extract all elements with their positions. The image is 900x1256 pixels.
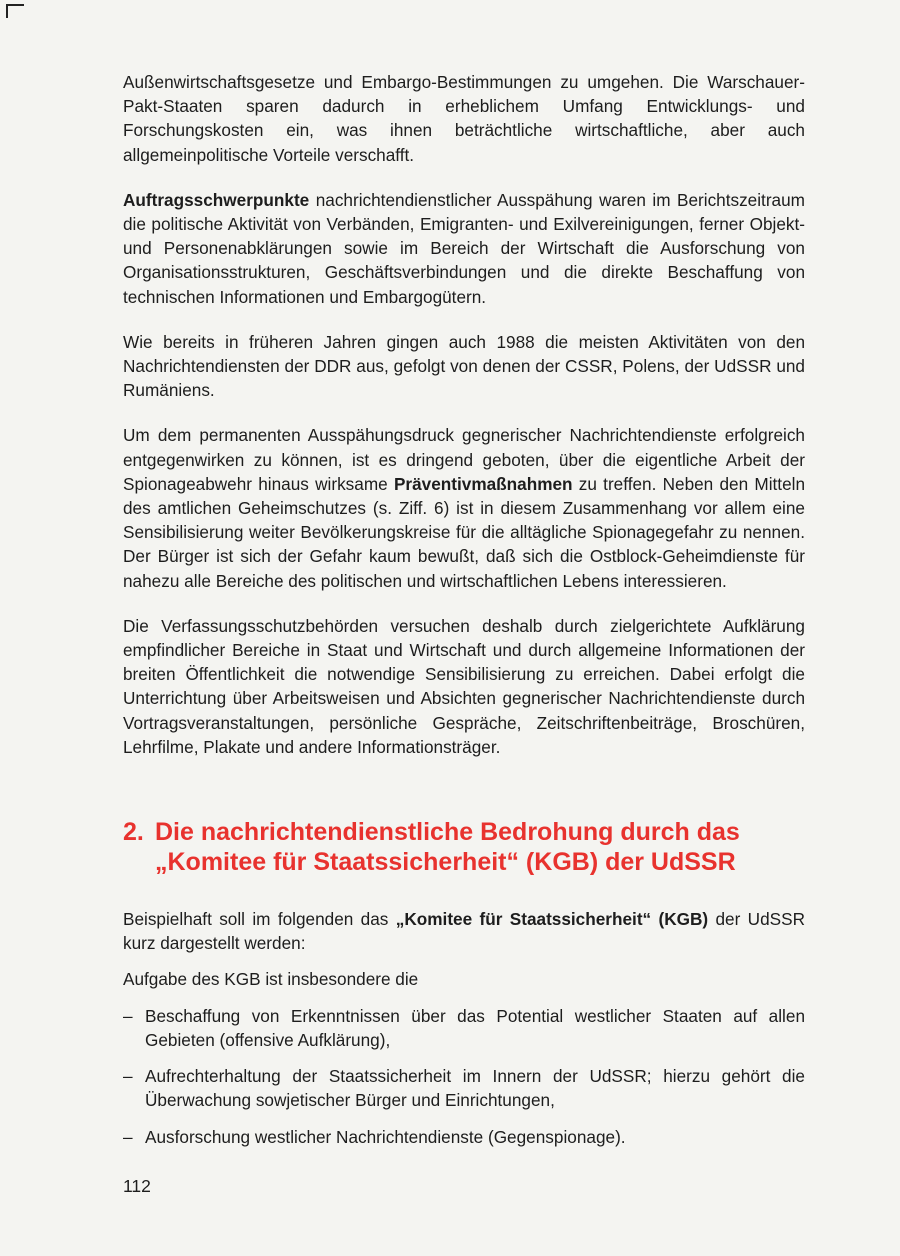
list-item-text: Ausforschung westlicher Nachrichtendienste (Gegenspionage). (145, 1126, 626, 1147)
paragraph-text: Außenwirtschaftsgesetze und Embargo-Bestimmungen zu umgehen. Die Warschauer-Pakt-Staaten sparen dadurch in erheblichem Umfang Entwicklungs- und Forschungskosten ein, was ihnen beträchtliche wirtschaftliche, aber auch allgemeinpolitische Vorteile verschafft. (123, 72, 805, 165)
list-item (123, 1064, 805, 1112)
crop-mark (6, 4, 24, 18)
list-item (123, 1004, 805, 1052)
paragraph-text: Wie bereits in früheren Jahren gingen auch 1988 die meisten Aktivitäten von den Nachrichtendiensten der DDR aus, gefolgt von denen der CSSR, Polens, der UdSSR und Rumäniens. (123, 331, 805, 401)
paragraph-kgb-intro (123, 907, 805, 955)
section-title-line-1: Die nachrichtendienstliche Bedrohung durch das (155, 818, 740, 847)
paragraph-activity-sources (123, 330, 805, 403)
paragraph-awareness (123, 614, 805, 759)
keyword-auftragsschwerpunkte: Auftragsschwerpunkte (123, 189, 310, 210)
list-item (123, 1125, 805, 1149)
paragraph-text: Um dem permanenten Ausspähungsdruck gegnerischer Nachrichtendienste erfolgreich entgegenwirken zu können, ist es dringend geboten, über die eigentliche Arbeit der Spionageabwehr hinaus wirksame (123, 425, 805, 494)
paragraph-kgb-tasks-lead: Aufgabe des KGB ist insbesondere die (123, 969, 419, 990)
keyword-praeventivmassnahmen: Präventivmaßnahmen (393, 473, 573, 494)
paragraph-text: zu treffen. Neben den Mitteln des amtlichen Geheimschutzes (s. Ziff. 6) ist in diesem Zusammenhang vor allem eine Sensibilisierung weiter Bevölkerungskreise für die alltägliche Spionagegefahr zu nennen. Der Bürger ist sich der Gefahr kaum bewußt, daß sich die Ostblock-Geheimdienste für nahezu alle Bereiche des politischen und wirtschaftlichen Lebens interessieren. (123, 473, 806, 591)
paragraph-text: nachrichtendienstlicher Ausspähung waren im Berichtszeitraum die politische Aktivität von Verbänden, Emigranten- und Exilvereinigungen, ferner Objekt- und Personenabklärungen sowie im Bereich der Wirtschaft die Ausforschung von Organisationsstrukturen, Geschäftsverbindungen und die direkte Beschaffung von technischen Informationen und Embargogütern. (123, 189, 805, 307)
page-number: 112 (123, 1176, 151, 1196)
paragraph-export-laws (123, 70, 805, 167)
paragraph-text: Beispielhaft soll im folgenden das (123, 909, 396, 930)
page-body (123, 70, 805, 1161)
paragraph-text: Die Verfassungsschutzbehörden versuchen deshalb durch zielgerichtete Aufklärung empfindlicher Bereiche in Staat und Wirtschaft und durch allgemeine Informationen der breiten Öffentlichkeit die notwendige Sensibilisierung zu erreichen. Dabei erfolgt die Unterrichtung über Arbeitsweisen und Absichten gegnerischer Nachrichtendienste durch Vortragsveranstaltungen, persönliche Gespräche, Zeitschriftenbeiträge, Broschüren, Lehrfilme, Plakate und andere Informationsträger. (123, 615, 805, 757)
list-dash: – (123, 1066, 133, 1087)
kgb-task-list (123, 1004, 805, 1149)
section-title-line-2: „Komitee für Staatssicherheit“ (KGB) der UdSSR (155, 848, 736, 877)
section-number: 2. (123, 818, 144, 847)
paragraph-prevention (123, 423, 805, 592)
list-item-text: Beschaffung von Erkenntnissen über das Potential westlicher Staaten auf allen Gebieten (offensive Aufklärung), (145, 1005, 805, 1050)
list-dash: – (123, 1005, 133, 1026)
section-heading (123, 817, 805, 877)
list-item-text: Aufrechterhaltung der Staatssicherheit im Innern der UdSSR; hierzu gehört die Überwachung sowjetischer Bürger und Einrichtungen, (145, 1066, 805, 1111)
paragraph-text: der UdSSR kurz dargestellt werden: (123, 909, 805, 954)
list-dash: – (123, 1126, 133, 1147)
keyword-kgb: „Komitee für Staatssicherheit“ (KGB) (395, 909, 709, 930)
paragraph-focus-areas (123, 188, 805, 309)
